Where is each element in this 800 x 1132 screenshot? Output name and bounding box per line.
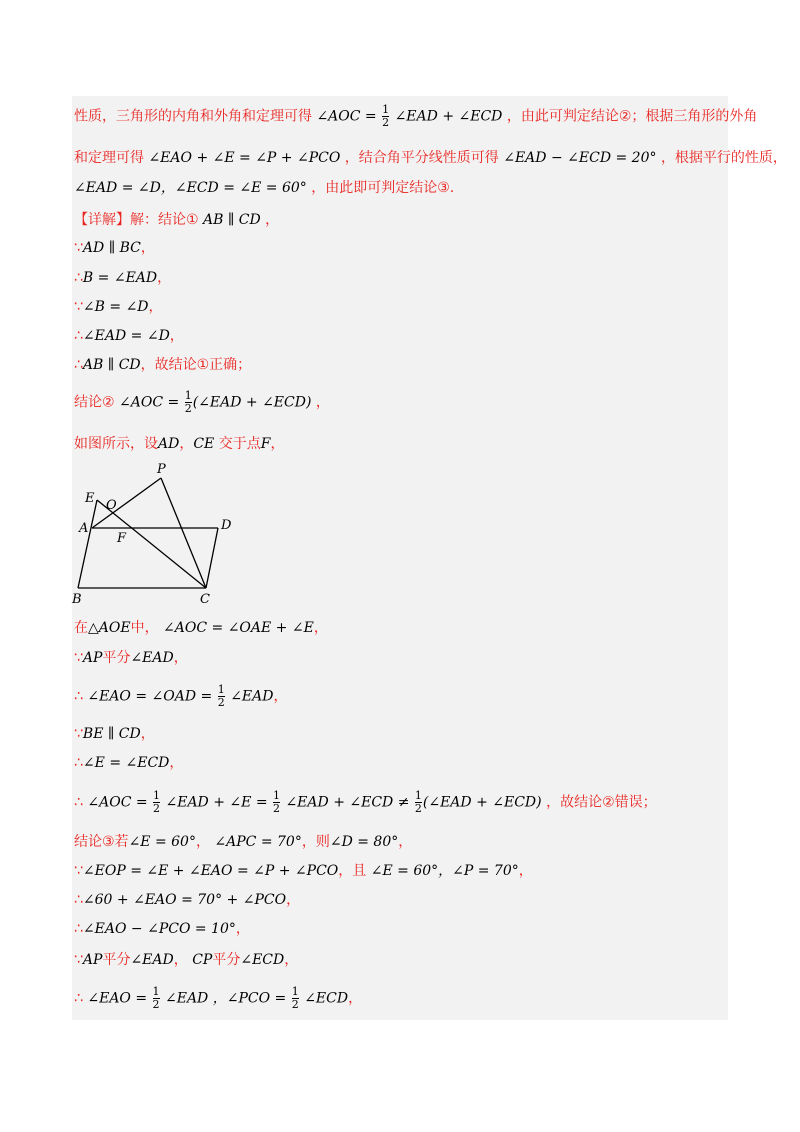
label-F: F xyxy=(117,531,127,546)
text-line: ∴∠EAD = ∠D， xyxy=(74,328,184,344)
text-line: 【详解】解：结论① AB ∥ CD ， xyxy=(74,212,280,228)
label-A: A xyxy=(79,521,89,536)
text-line: ∴ ∠EAO = ∠OAD = $\frac{1}{2}$ ∠EAD， xyxy=(74,683,288,709)
text-line: ∵BE ∥ CD， xyxy=(74,726,155,742)
fraction: $\frac{1}{2}$ xyxy=(217,683,225,709)
text-line: 如图所示，设AD，CE 交于点F， xyxy=(74,436,285,452)
segment-PC xyxy=(161,478,206,588)
fraction: $\frac{1}{2}$ xyxy=(414,789,422,815)
text-line: ∵AP平分∠EAD， CP平分∠ECD， xyxy=(74,952,299,968)
fraction: $\frac{1}{2}$ xyxy=(184,389,192,415)
text-line: 在△AOE中， ∠AOC = ∠OAE + ∠E， xyxy=(74,620,328,636)
text-line: 性质，三角形的内角和外角和定理可得 ∠AOC = $\frac{1}{2}$ ∠EAD + ∠ECD ，由此可判定结论②；根据三角形的外角 xyxy=(74,103,758,129)
label-D: D xyxy=(221,518,232,533)
text-line: ∴∠E = ∠ECD， xyxy=(74,755,184,771)
fraction: $\frac{1}{2}$ xyxy=(273,789,280,815)
text-line: ∵∠B = ∠D， xyxy=(74,299,163,315)
segment-BE xyxy=(78,500,97,588)
text-line: ∴∠EAO − ∠PCO = 10°， xyxy=(74,921,250,937)
fraction: $\frac{1}{2}$ xyxy=(382,103,390,129)
geometry-figure xyxy=(70,460,240,606)
segment-EC xyxy=(97,500,206,588)
text-line: ∴B = ∠EAD， xyxy=(74,270,172,286)
text-line: ∵AD ∥ BC， xyxy=(74,240,155,256)
text-line: ∴ ∠EAO = $\frac{1}{2}$ ∠EAD ，∠PCO = $\frac{1}{2}$ ∠ECD， xyxy=(74,985,363,1011)
text-line: ∴AB ∥ CD，故结论①正确； xyxy=(74,357,252,373)
text-line: ∠EAD = ∠D，∠ECD = ∠E = 60° ，由此即可判定结论③. xyxy=(74,180,455,196)
segment-AP xyxy=(92,478,161,528)
fraction: $\frac{1}{2}$ xyxy=(153,789,161,815)
label-O: O xyxy=(106,498,117,513)
fraction: $\frac{1}{2}$ xyxy=(152,985,160,1011)
text-line: ∵∠EOP = ∠E + ∠EAO = ∠P + ∠PCO，且 ∠E = 60°，∠P = 70°， xyxy=(74,863,533,879)
text-line: 结论③若∠E = 60°， ∠APC = 70°，则∠D = 80°， xyxy=(74,834,413,850)
segment-DC xyxy=(206,528,218,588)
label-E: E xyxy=(85,491,95,506)
label-P: P xyxy=(157,462,166,477)
text-line: ∵AP平分∠EAD， xyxy=(74,650,188,666)
text-line: ∴∠60 + ∠EAO = 70° + ∠PCO， xyxy=(74,892,301,908)
text-line: 和定理可得 ∠EAO + ∠E = ∠P + ∠PCO ，结合角平分线性质可得 ∠EAD − ∠ECD = 20° ，根据平行的性质， xyxy=(74,150,787,166)
text-line: 结论② ∠AOC = $\frac{1}{2}$ (∠EAD + ∠ECD) ， xyxy=(74,389,330,415)
label-B: B xyxy=(72,592,82,606)
label-C: C xyxy=(200,592,210,606)
fraction: $\frac{1}{2}$ xyxy=(291,985,299,1011)
text-line: ∴ ∠AOC = $\frac{1}{2}$ ∠EAD + ∠E = $\frac{1}{2}$ ∠EAD + ∠ECD ≠ $\frac{1}{2}$ (∠EAD + ∠ECD) ，故结论②错误； xyxy=(74,789,657,815)
